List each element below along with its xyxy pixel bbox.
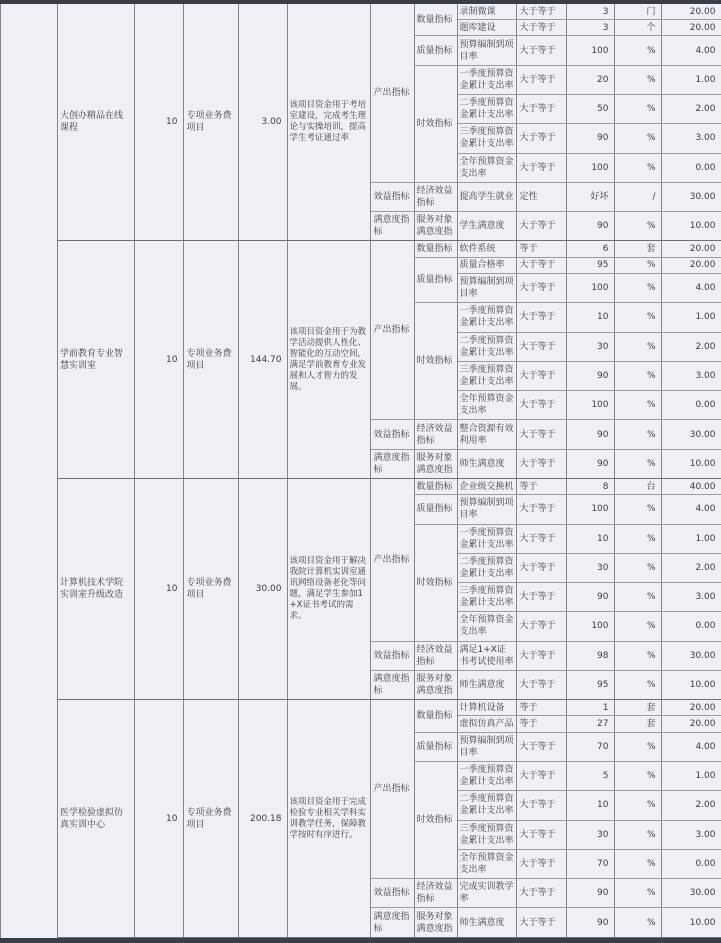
comparison-cell: 大于等于 (516, 332, 566, 361)
target-value-cell: 90 (566, 583, 614, 612)
unit-cell: % (614, 212, 661, 241)
comparison-cell: 大于等于 (516, 553, 566, 582)
indicator-category-cell: 效益指标 (370, 182, 414, 211)
table-row (58, 241, 721, 257)
target-value-cell: 90 (566, 212, 614, 241)
amount-cell: 30.00 (238, 478, 287, 699)
unit-cell: % (614, 791, 661, 820)
comparison-cell: 大于等于 (516, 212, 566, 241)
amount-cell: 144.70 (238, 241, 287, 479)
weight-cell: 0.00 (661, 612, 721, 641)
target-value-cell: 10 (566, 303, 614, 332)
weight-cell: 30.00 (661, 641, 721, 670)
weight-cell: 30.00 (661, 879, 721, 908)
indicator-name-cell: 全年预算资金支出率 (457, 612, 516, 641)
target-value-cell: 90 (566, 908, 614, 938)
indicator-name-cell: 软件系统 (457, 241, 516, 257)
comparison-cell: 定性 (516, 182, 566, 211)
indicator-subcategory-cell: 时效指标 (414, 303, 457, 420)
comparison-cell: 大于等于 (516, 495, 566, 524)
weight-cell: 4.00 (661, 495, 721, 524)
indicator-name-cell: 二季度预算资金累计支出率 (457, 791, 516, 820)
weight-cell: 3.00 (661, 583, 721, 612)
indicator-name-cell: 完成实训教学率 (457, 879, 516, 908)
table-body (58, 4, 721, 938)
indicator-subcategory-cell: 数量指标 (414, 478, 457, 494)
indicator-subcategory-cell: 时效指标 (414, 65, 457, 182)
weight-cell: 0.00 (661, 153, 721, 182)
target-value-cell: 100 (566, 153, 614, 182)
unit-cell: % (614, 153, 661, 182)
comparison-cell: 大于等于 (516, 670, 566, 699)
target-value-cell: 30 (566, 553, 614, 582)
project-code-cell: 10 (134, 4, 183, 241)
comparison-cell: 大于等于 (516, 303, 566, 332)
comparison-cell: 等于 (516, 241, 566, 257)
unit-cell: % (614, 553, 661, 582)
target-value-cell: 70 (566, 849, 614, 878)
expense-type-cell: 专项业务费项目 (183, 700, 238, 938)
target-value-cell: 10 (566, 791, 614, 820)
weight-cell: 2.00 (661, 791, 721, 820)
target-value-cell: 5 (566, 762, 614, 791)
indicator-name-cell: 二季度预算资金累计支出率 (457, 553, 516, 582)
target-value-cell: 90 (566, 361, 614, 390)
unit-cell: % (614, 420, 661, 449)
target-value-cell: 95 (566, 670, 614, 699)
comparison-cell: 大于等于 (516, 4, 566, 20)
indicator-name-cell: 预算编制到项目率 (457, 732, 516, 761)
comparison-cell: 大于等于 (516, 449, 566, 478)
indicator-subcategory-cell: 服务对象满意度指 (414, 212, 457, 241)
target-value-cell: 3 (566, 4, 614, 20)
indicator-subcategory-cell: 经济效益指标 (414, 420, 457, 449)
indicator-subcategory-cell: 数量指标 (414, 4, 457, 36)
unit-cell: % (614, 332, 661, 361)
target-value-cell: 98 (566, 641, 614, 670)
project-description-cell: 该项目资金用于考培室建设，完成考生理论与实操培训，提高学生考证通过率 (287, 4, 370, 241)
comparison-cell: 大于等于 (516, 908, 566, 938)
weight-cell: 4.00 (661, 732, 721, 761)
indicator-name-cell: 质量合格率 (457, 257, 516, 273)
indicator-name-cell: 一季度预算资金累计支出率 (457, 65, 516, 94)
unit-cell: 个 (614, 20, 661, 36)
indicator-subcategory-cell: 服务对象满意度指 (414, 670, 457, 699)
unit-cell: % (614, 641, 661, 670)
indicator-name-cell: 三季度预算资金累计支出率 (457, 820, 516, 849)
indicator-name-cell: 全年预算资金支出率 (457, 391, 516, 420)
indicator-name-cell: 二季度预算资金累计支出率 (457, 95, 516, 124)
target-value-cell: 50 (566, 95, 614, 124)
weight-cell: 0.00 (661, 391, 721, 420)
indicator-name-cell: 计算机设备 (457, 700, 516, 716)
weight-cell: 3.00 (661, 820, 721, 849)
weight-cell: 20.00 (661, 700, 721, 716)
indicator-category-cell: 满意度指标 (370, 449, 414, 478)
weight-cell: 10.00 (661, 449, 721, 478)
unit-cell: 套 (614, 700, 661, 716)
indicator-name-cell: 企业级交换机 (457, 478, 516, 494)
indicator-name-cell: 学生满意度 (457, 212, 516, 241)
weight-cell: 4.00 (661, 273, 721, 302)
expense-type-cell: 专项业务费项目 (183, 478, 238, 699)
amount-cell: 200.18 (238, 700, 287, 938)
unit-cell: % (614, 732, 661, 761)
comparison-cell: 大于等于 (516, 257, 566, 273)
indicator-name-cell: 录制微课 (457, 4, 516, 20)
indicator-name-cell: 三季度预算资金累计支出率 (457, 124, 516, 153)
target-value-cell: 8 (566, 478, 614, 494)
unit-cell: % (614, 273, 661, 302)
project-description-cell: 该项目资金用于完成检验专业相关学科实训教学任务，保障教学按时有序进行。 (287, 700, 370, 938)
table-row (58, 4, 721, 20)
comparison-cell: 大于等于 (516, 361, 566, 390)
weight-cell: 0.00 (661, 849, 721, 878)
indicator-category-cell: 效益指标 (370, 879, 414, 908)
indicator-name-cell: 虚拟仿真产品 (457, 716, 516, 732)
comparison-cell: 大于等于 (516, 65, 566, 94)
performance-indicator-table (58, 4, 721, 938)
target-value-cell: 100 (566, 273, 614, 302)
weight-cell: 1.00 (661, 524, 721, 553)
indicator-subcategory-cell: 时效指标 (414, 524, 457, 641)
comparison-cell: 大于等于 (516, 524, 566, 553)
table-row (58, 478, 721, 494)
expense-type-cell: 专项业务费项目 (183, 4, 238, 241)
project-name-cell: 大创办精品在线课程 (58, 4, 134, 241)
weight-cell: 1.00 (661, 303, 721, 332)
project-name-cell: 计算机技术学院实训室升级改造 (58, 478, 134, 699)
unit-cell: % (614, 762, 661, 791)
target-value-cell: 1 (566, 700, 614, 716)
unit-cell: % (614, 36, 661, 65)
indicator-category-cell: 产出指标 (370, 241, 414, 420)
project-code-cell: 10 (134, 700, 183, 938)
indicator-subcategory-cell: 数量指标 (414, 700, 457, 733)
indicator-name-cell: 一季度预算资金累计支出率 (457, 762, 516, 791)
indicator-name-cell: 三季度预算资金累计支出率 (457, 361, 516, 390)
indicator-name-cell: 预算编制到项目率 (457, 273, 516, 302)
comparison-cell: 大于等于 (516, 879, 566, 908)
indicator-subcategory-cell: 质量指标 (414, 36, 457, 65)
indicator-name-cell: 二季度预算资金累计支出率 (457, 332, 516, 361)
weight-cell: 2.00 (661, 553, 721, 582)
comparison-cell: 大于等于 (516, 36, 566, 65)
target-value-cell: 90 (566, 449, 614, 478)
indicator-category-cell: 效益指标 (370, 420, 414, 449)
weight-cell: 20.00 (661, 4, 721, 20)
target-value-cell: 30 (566, 332, 614, 361)
indicator-name-cell: 满足1+X证书考试使用率 (457, 641, 516, 670)
unit-cell: 套 (614, 241, 661, 257)
bottom-crop-band (0, 938, 721, 943)
table-row (58, 700, 721, 716)
target-value-cell: 100 (566, 36, 614, 65)
comparison-cell: 大于等于 (516, 732, 566, 761)
unit-cell: % (614, 65, 661, 94)
indicator-subcategory-cell: 数量指标 (414, 241, 457, 257)
comparison-cell: 大于等于 (516, 820, 566, 849)
weight-cell: 1.00 (661, 762, 721, 791)
target-value-cell: 70 (566, 732, 614, 761)
project-name-cell: 学前教育专业智慧实训室 (58, 241, 134, 479)
comparison-cell: 大于等于 (516, 95, 566, 124)
unit-cell: % (614, 257, 661, 273)
project-code-cell: 10 (134, 478, 183, 699)
comparison-cell: 等于 (516, 716, 566, 732)
indicator-name-cell: 预算编制到项目率 (457, 36, 516, 65)
indicator-name-cell: 题库建设 (457, 20, 516, 36)
target-value-cell: 95 (566, 257, 614, 273)
target-value-cell: 100 (566, 391, 614, 420)
indicator-name-cell: 全年预算资金支出率 (457, 153, 516, 182)
unit-cell: % (614, 303, 661, 332)
project-description-cell: 该项目资金用于为教学活动提供人性化、智能化的互动空间，满足学前教育专业发展和人才智力的发展。 (287, 241, 370, 479)
target-value-cell: 好坏 (566, 182, 614, 211)
unit-cell: % (614, 449, 661, 478)
weight-cell: 10.00 (661, 212, 721, 241)
target-value-cell: 90 (566, 124, 614, 153)
comparison-cell: 大于等于 (516, 420, 566, 449)
project-name-cell: 医学检验虚拟仿真实训中心 (58, 700, 134, 938)
comparison-cell: 大于等于 (516, 612, 566, 641)
weight-cell: 1.00 (661, 65, 721, 94)
weight-cell: 20.00 (661, 716, 721, 732)
weight-cell: 20.00 (661, 257, 721, 273)
unit-cell: 门 (614, 4, 661, 20)
target-value-cell: 27 (566, 716, 614, 732)
comparison-cell: 等于 (516, 478, 566, 494)
comparison-cell: 大于等于 (516, 391, 566, 420)
indicator-subcategory-cell: 质量指标 (414, 495, 457, 524)
indicator-subcategory-cell: 经济效益指标 (414, 182, 457, 211)
weight-cell: 2.00 (661, 332, 721, 361)
comparison-cell: 大于等于 (516, 791, 566, 820)
target-value-cell: 100 (566, 612, 614, 641)
unit-cell: 台 (614, 478, 661, 494)
indicator-subcategory-cell: 时效指标 (414, 762, 457, 879)
indicator-category-cell: 满意度指标 (370, 908, 414, 938)
unit-cell: % (614, 124, 661, 153)
indicator-category-cell: 效益指标 (370, 641, 414, 670)
unit-cell: % (614, 391, 661, 420)
weight-cell: 20.00 (661, 241, 721, 257)
indicator-category-cell: 产出指标 (370, 700, 414, 879)
indicator-name-cell: 三季度预算资金累计支出率 (457, 583, 516, 612)
comparison-cell: 大于等于 (516, 124, 566, 153)
weight-cell: 10.00 (661, 670, 721, 699)
indicator-name-cell: 师生满意度 (457, 670, 516, 699)
indicator-category-cell: 满意度指标 (370, 670, 414, 699)
weight-cell: 20.00 (661, 20, 721, 36)
indicator-name-cell: 提高学生就业 (457, 182, 516, 211)
comparison-cell: 大于等于 (516, 583, 566, 612)
indicator-name-cell: 全年预算资金支出率 (457, 849, 516, 878)
project-code-cell: 10 (134, 241, 183, 479)
target-value-cell: 10 (566, 524, 614, 553)
unit-cell: % (614, 495, 661, 524)
indicator-subcategory-cell: 经济效益指标 (414, 879, 457, 908)
unit-cell: / (614, 182, 661, 211)
unit-cell: % (614, 908, 661, 938)
target-value-cell: 90 (566, 879, 614, 908)
unit-cell: % (614, 879, 661, 908)
expense-type-cell: 专项业务费项目 (183, 241, 238, 479)
comparison-cell: 大于等于 (516, 641, 566, 670)
target-value-cell: 30 (566, 820, 614, 849)
indicator-category-cell: 满意度指标 (370, 212, 414, 241)
indicator-name-cell: 整合资源有效利用率 (457, 420, 516, 449)
amount-cell: 3.00 (238, 4, 287, 241)
comparison-cell: 大于等于 (516, 153, 566, 182)
indicator-category-cell: 产出指标 (370, 4, 414, 182)
indicator-subcategory-cell: 服务对象满意度指 (414, 449, 457, 478)
weight-cell: 40.00 (661, 478, 721, 494)
comparison-cell: 大于等于 (516, 20, 566, 36)
comparison-cell: 等于 (516, 700, 566, 716)
indicator-name-cell: 一季度预算资金累计支出率 (457, 303, 516, 332)
indicator-subcategory-cell: 经济效益指标 (414, 641, 457, 670)
weight-cell: 3.00 (661, 124, 721, 153)
weight-cell: 30.00 (661, 182, 721, 211)
comparison-cell: 大于等于 (516, 762, 566, 791)
target-value-cell: 20 (566, 65, 614, 94)
target-value-cell: 100 (566, 495, 614, 524)
unit-cell: % (614, 524, 661, 553)
unit-cell: 套 (614, 716, 661, 732)
target-value-cell: 6 (566, 241, 614, 257)
indicator-name-cell: 师生满意度 (457, 449, 516, 478)
unit-cell: % (614, 612, 661, 641)
weight-cell: 10.00 (661, 908, 721, 938)
weight-cell: 4.00 (661, 36, 721, 65)
indicator-subcategory-cell: 质量指标 (414, 732, 457, 761)
weight-cell: 2.00 (661, 95, 721, 124)
indicator-subcategory-cell: 服务对象满意度指 (414, 908, 457, 938)
target-value-cell: 90 (566, 420, 614, 449)
unit-cell: % (614, 670, 661, 699)
comparison-cell: 大于等于 (516, 273, 566, 302)
indicator-category-cell: 产出指标 (370, 478, 414, 641)
weight-cell: 30.00 (661, 420, 721, 449)
unit-cell: % (614, 361, 661, 390)
unit-cell: % (614, 583, 661, 612)
target-value-cell: 3 (566, 20, 614, 36)
unit-cell: % (614, 820, 661, 849)
indicator-name-cell: 一季度预算资金累计支出率 (457, 524, 516, 553)
indicator-name-cell: 师生满意度 (457, 908, 516, 938)
weight-cell: 3.00 (661, 361, 721, 390)
left-gutter-column (0, 4, 58, 938)
unit-cell: % (614, 95, 661, 124)
indicator-subcategory-cell: 质量指标 (414, 257, 457, 303)
comparison-cell: 大于等于 (516, 849, 566, 878)
project-description-cell: 该项目资金用于解决我院计算机实训室通讯网络设备老化等问题，满足学生参加1+X证书考试的需求。 (287, 478, 370, 699)
indicator-name-cell: 预算编制到项目率 (457, 495, 516, 524)
unit-cell: % (614, 849, 661, 878)
